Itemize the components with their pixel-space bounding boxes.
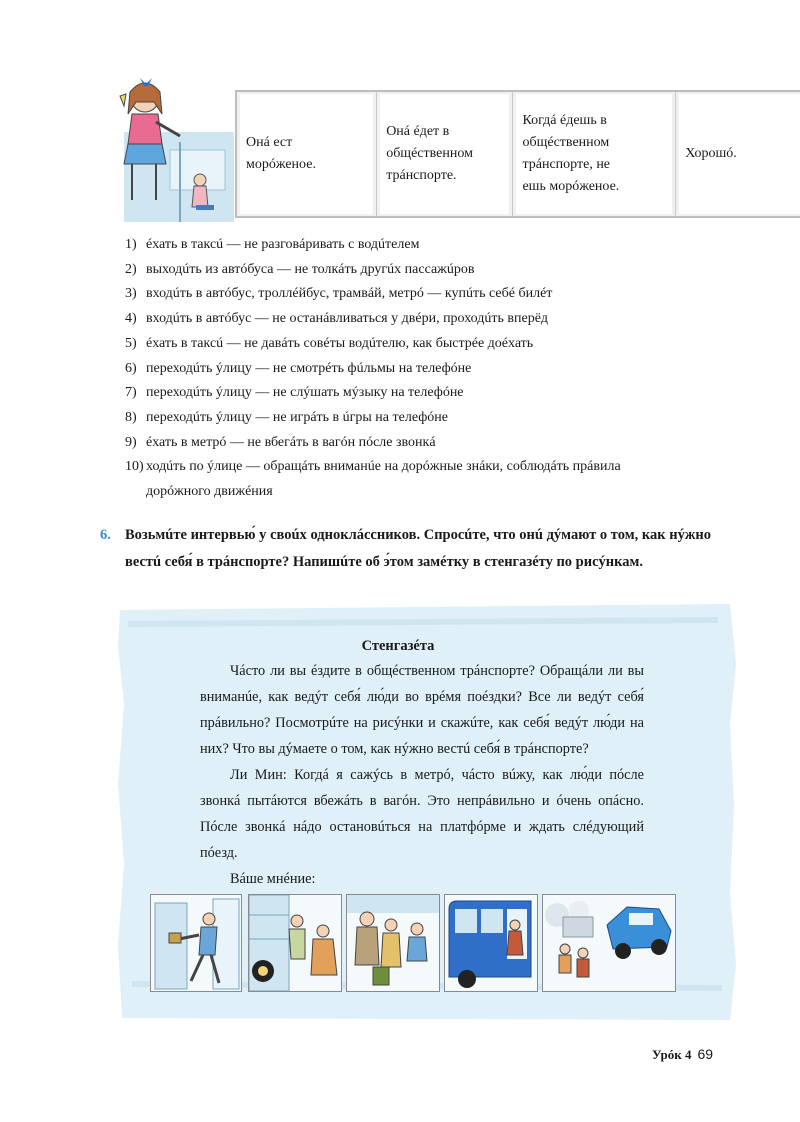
list-item: 1) éхать в таксú — не разговáривать с водúтелем: [125, 237, 420, 252]
wall-newspaper-panel: [118, 604, 738, 1020]
blue-bus-picture: [444, 894, 538, 992]
table-cell: Онá ест морóженое.: [240, 94, 373, 214]
page-number: 69: [697, 1046, 714, 1062]
list-item: 10) ходúть по ýлице — обращáть вниманúе на дорóжные знáки, соблюдáть прáвила дорóжного движéния: [125, 459, 621, 500]
paragraph: Вáше мнéние:: [230, 871, 316, 887]
lesson-label: Урóк 4: [652, 1047, 692, 1062]
task-instruction: Возьмúте интервью́ у своúх одноклáссников. Спросúте, что онú дýмают о том, как нýжно вестú себя́ в трáнспорте? Напишúте об э́том замéтку в стенгазéту по рисýнкам.: [125, 527, 711, 570]
man-pushing-door-picture: [150, 894, 242, 992]
illustration-strip: [150, 894, 706, 990]
situation-list: [125, 233, 725, 505]
example-dialog-table: [235, 90, 800, 218]
table-cell: Онá éдет в общéственном трáнспорте.: [380, 94, 509, 214]
list-item: 5) éхать в таксú — не давáть совéты водúтелю, как быстрée доéхать: [125, 335, 534, 351]
paragraph: Ли Мин: Когдá я сажýсь в метрó, чáсто вúжу, как лю́ди пóсле звонкá пытáются вбежáть в вагóн. Это непрáвильно и óчень опáсно. Пóсле звонкá нáдо остановúться на платфóрме и ждать слéдующий пóезд.: [200, 767, 644, 861]
wall-newspaper-text: [200, 658, 644, 892]
list-item: 6) переходúть ýлицу — не смотрéть фúльмы на телефóне: [125, 360, 472, 376]
list-item: 4) входúть в автóбус — не останáвливаться у двéри, проходúть вперёд: [125, 311, 549, 327]
list-item: 2) выходúть из автóбуса — не толкáть другúх пассажúров: [125, 261, 475, 277]
paragraph: Чáсто ли вы éздите в общéственном трáнспорте? Обращáли ли вы вниманúе, как ведýт себя́ лю́ди во врéмя поéздки? Все ли ведýт себя́ прáвильно? Посмотрúте на рисýнки и скажúте, как себя́ ведýт лю́ди на них? Что вы дýмаете о том, как нýжно вестú себя́ в трáнспорте?: [200, 663, 644, 757]
list-item: 3) входúть в автóбус, троллéйбус, трамвáй, метрó — купúть себé билéт: [125, 286, 553, 302]
list-item: 7) переходúть ýлицу — не слýшать мýзыку на телефóне: [125, 385, 464, 401]
people-at-bus-door-picture: [248, 894, 342, 992]
wall-newspaper-title: Стенгазéта: [361, 638, 435, 654]
page-footer: [652, 1046, 713, 1063]
list-item-continuation: дорóжного движéния: [146, 484, 273, 500]
passengers-inside-picture: [346, 894, 440, 992]
task-number: 6.: [100, 527, 111, 543]
car-on-snowy-street-picture: [542, 894, 676, 992]
table-cell: Когдá éдешь в общéственном трáнспорте, не ешь морóженое.: [516, 94, 672, 214]
table-cell: Хорошó.: [679, 94, 800, 214]
list-item: 9) éхать в метрó — не вбегáть в вагóн пóсле звонкá: [125, 434, 436, 450]
example-table-block: [110, 72, 737, 222]
girl-eating-ice-cream-illustration: [110, 72, 235, 222]
list-item: 8) переходúть ýлицу — не игрáть в úгры на телефóне: [125, 409, 448, 425]
